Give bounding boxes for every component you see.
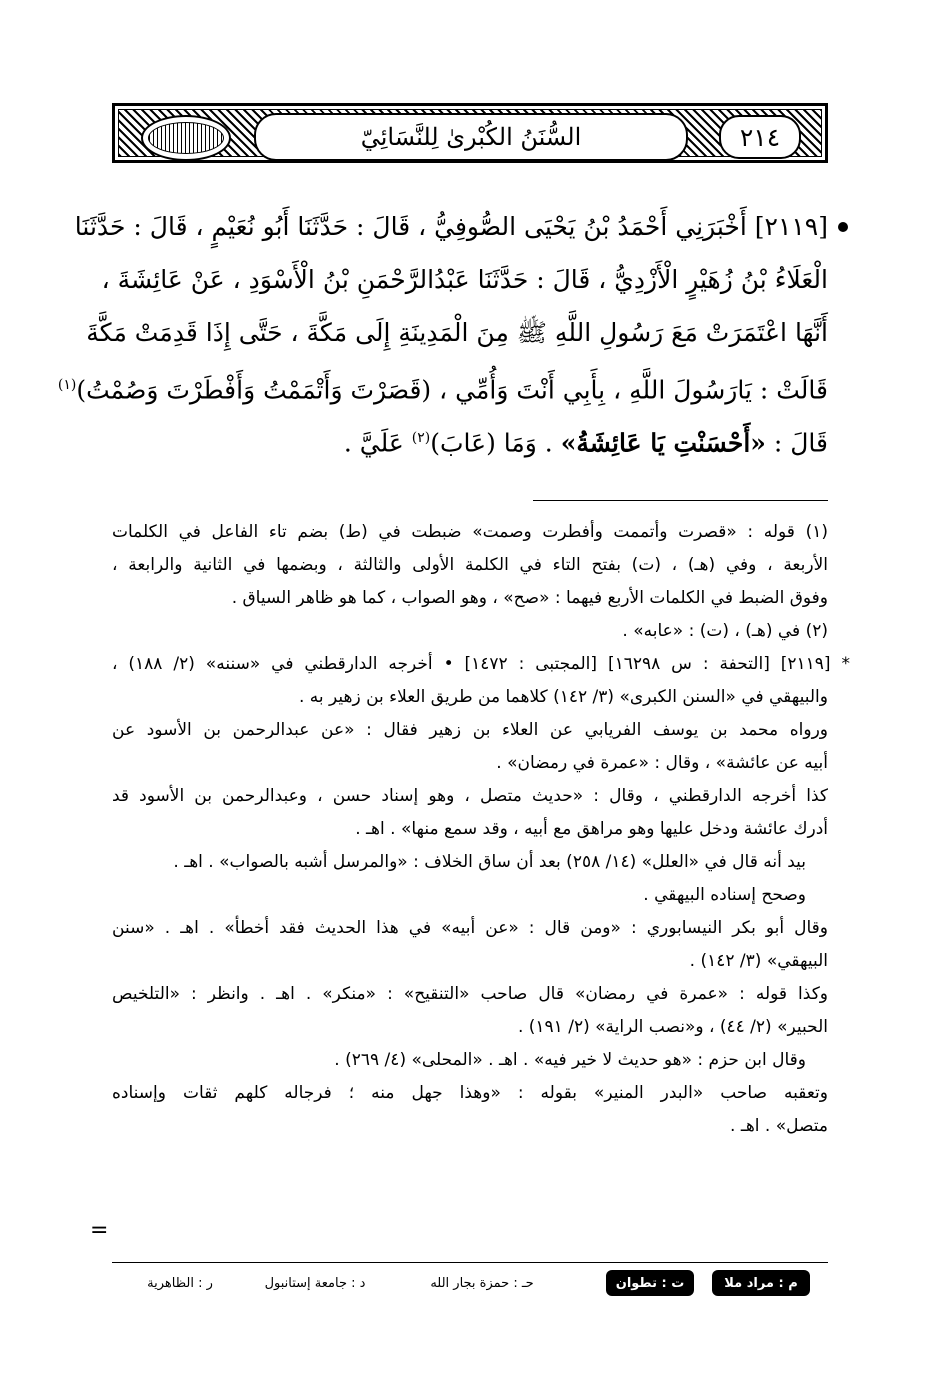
hadith-line-3: أَنَّهَا اعْتَمَرَتْ مَعَ رَسُولِ اللَّهِ ﷺ مِنَ الْمَدِينَةِ إِلَى مَكَّةَ ، حَتَّى إِذَا قَدِمَتْ مَكَّةَ <box>86 318 828 347</box>
takhrij-line-7: بيد أنه قال في «العلل» (١٤/ ٢٥٨) بعد أن ساق الخلاف : «والمرسل أشبه بالصواب» . اهـ . <box>173 852 806 872</box>
takhrij-line-13: وقال ابن حزم : «هو حديث لا خير فيه» . اهـ . «المحلى» (٤/ ٢٦٩) . <box>334 1050 806 1070</box>
takhrij-line-10: البيهقي» (٣/ ١٤٢) . <box>689 951 828 971</box>
takhrij-line-3: ورواه محمد بن يوسف الفريابي عن العلاء بن زهير فقال : «عن عبدالرحمن بن الأسود عن <box>112 720 828 740</box>
footer-d: د : جامعة إستانبول <box>264 1275 366 1291</box>
bullet-icon <box>838 222 848 232</box>
footer-r: ر : الظاهرية <box>147 1275 213 1291</box>
footer-badge-t: ت : تطوان <box>606 1270 694 1296</box>
takhrij-line-12: الحبير» (٢/ ٤٤) ، و«نصب الراية» (٢/ ١٩١) . <box>517 1017 828 1037</box>
takhrij-line-8: وصحح إسناده البيهقي . <box>643 885 806 905</box>
hadith-line-5-pre: قَالَ : <box>765 428 828 458</box>
takhrij-line-11: وكذا قوله : «عمرة في رمضان» قال صاحب «التنقيح» : «منكر» . اهـ . وانظر : «التلخيص <box>112 984 828 1004</box>
footer-h: حـ : حمزة بجار الله <box>430 1275 534 1291</box>
continuation-marker: = <box>90 1218 109 1243</box>
page-header <box>112 103 828 163</box>
page-number: ٢١٤ <box>739 122 781 152</box>
hadith-line-5-post: عَلَيَّ . <box>343 428 412 458</box>
footnote-divider <box>533 500 828 501</box>
takhrij-line-14: وتعقبه صاحب «البدر المنير» بقوله : «وهذا جهل منه ؛ فرجاله كلهم ثقات وإسناده <box>112 1083 828 1103</box>
hadith-line-1: [٢١١٩] أَخْبَرَنِي أَحْمَدُ بْنُ يَحْيَى الصُّوفِيُّ ، قَالَ : حَدَّثَنَا أَبُو نُعَيْمٍ ، قَالَ : حَدَّثَنَا <box>74 212 828 241</box>
calligraphy-emblem-icon <box>141 115 231 161</box>
header-ornament-border <box>118 109 822 157</box>
takhrij-line-4: أبيه عن عائشة» ، وقال : «عمرة في رمضان» . <box>496 753 828 773</box>
hadith-line-5 <box>112 412 828 465</box>
footer-badge-m: م : مراد ملا <box>712 1270 810 1296</box>
hadith-line-2: الْعَلَاءُ بْنُ زُهَيْرٍ الْأَزْدِيُّ ، قَالَ : حَدَّثَنَا عَبْدُالرَّحْمَنِ بْنُ الْأَسْوَدِ ، عَنْ عَائِشَةَ ، <box>101 265 828 294</box>
hadith-line-4 <box>57 359 828 412</box>
hadith-line-5-mid: . وَمَا (عَابَ) <box>430 428 561 458</box>
hadith-text <box>57 200 828 465</box>
takhrij-line-6: أدرك عائشة ودخل عليها وهو مراهق مع أبيه ، وقد سمع منها» . اهـ . <box>355 819 828 839</box>
footer-rule <box>112 1262 828 1263</box>
book-title: السُّنَنُ الكُبْرىٰ لِلنَّسَائِيّ <box>360 123 582 151</box>
footnote-line-3: وفوق الضبط في الكلمات الأربع فيهما : «صح» ، وهو الصواب ، كما هو ظاهر السياق . <box>231 588 828 608</box>
footnote-line-2: الأربعة ، وفي (هـ) ، (ت) بفتح التاء في الكلمة الأولى والثالثة ، وبضمها في الثانية والرابعة ، <box>112 555 828 575</box>
takhrij-line-9: وقال أبو بكر النيسابوري : «ومن قال : «عن أبيه» في هذا الحديث فقد أخطأ» . اهـ . «سنن <box>112 918 828 938</box>
footnote-ref-1: (١) <box>57 377 77 393</box>
footnote-ref-2: (٢) <box>411 430 431 446</box>
footnote-line-4: (٢) في (هـ) ، (ت) : «عابه» . <box>622 621 828 641</box>
takhrij-line-15: متصل» . اهـ . <box>730 1116 828 1136</box>
hadith-line-4-text: قَالَتْ : يَارَسُولَ اللَّهِ ، بِأَبِي أَنْتَ وَأُمِّي ، (قَصَرْتَ وَأَتْمَمْتُ وَأَفْطَرْتَ وَصُمْتُ) <box>76 375 828 405</box>
takhrij-line-5: كذا أخرجه الدارقطني ، وقال : «حديث متصل ، وهو إسناد حسن ، وعبدالرحمن بن الأسود قد <box>112 786 828 806</box>
emblem-core <box>148 122 224 154</box>
takhrij-line-2: والبيهقي في «السنن الكبرى» (٣/ ١٤٢) كلاهما من طريق العلاء بن زهير به . <box>298 687 828 707</box>
footnotes-section <box>112 516 850 1143</box>
hadith-line-5-bold: «أَحْسَنْتِ يَا عَائِشَةُ» <box>560 428 766 458</box>
title-cartouche <box>254 113 688 161</box>
page-number-cartouche <box>719 115 801 159</box>
footnote-line-1: (١) قوله : «قصرت وأتممت وأفطرت وصمت» ضبطت في (ط) بضم تاء الفاعل في الكلمات <box>112 522 828 542</box>
takhrij-line-1: * [٢١١٩] [التحفة : س ١٦٢٩٨] [المجتبى : ١٤٧٢] • أخرجه الدارقطني في «سننه» (٢/ ١٨٨) ، <box>112 654 850 674</box>
